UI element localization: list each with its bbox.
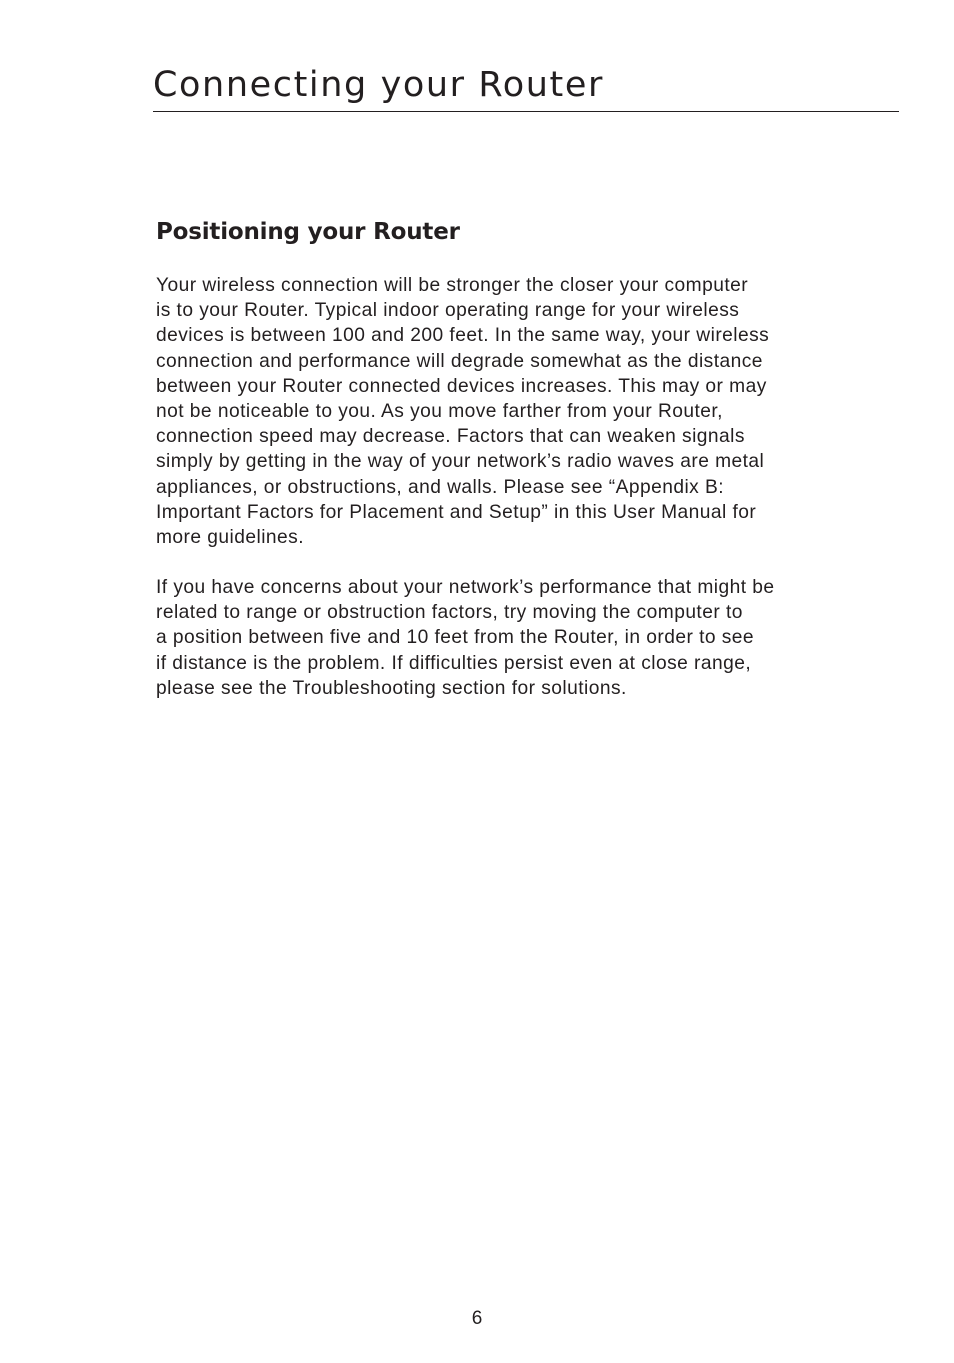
paragraph-line: related to range or obstruction factors, try moving the computer to [156,602,743,624]
paragraph-line: is to your Router. Typical indoor operating range for your wireless [156,300,740,322]
paragraph-line: connection speed may decrease. Factors that can weaken signals [156,426,745,448]
paragraph-line: if distance is the problem. If difficulties persist even at close range, [156,652,752,674]
paragraph-line: If you have concerns about your network’s performance that might be [156,577,775,598]
paragraph-line: Important Factors for Placement and Setup” in this User Manual for [156,501,757,523]
paragraph-line: devices is between 100 and 200 feet. In the same way, your wireless [156,325,770,347]
title-divider [153,111,899,112]
paragraph-line: connection and performance will degrade somewhat as the distance [156,350,763,372]
paragraph-line: simply by getting in the way of your network’s radio waves are metal [156,451,765,473]
page-title: Connecting your Router [153,65,604,105]
body-paragraph-positioning [156,273,769,550]
paragraph-line: not be noticeable to you. As you move farther from your Router, [156,401,723,423]
paragraph-line: more guidelines. [156,527,304,549]
paragraph-line: a position between five and 10 feet from the Router, in order to see [156,627,755,649]
paragraph-line: between your Router connected devices increases. This may or may [156,375,767,397]
paragraph-line: Your wireless connection will be stronger the closer your computer [156,275,749,296]
body-paragraph-concerns [156,575,775,701]
section-heading: Positioning your Router [156,219,460,245]
paragraph-line: appliances, or obstructions, and walls. Please see “Appendix B: [156,476,725,498]
page-number: 6 [471,1308,483,1329]
paragraph-line: please see the Troubleshooting section for solutions. [156,677,627,699]
